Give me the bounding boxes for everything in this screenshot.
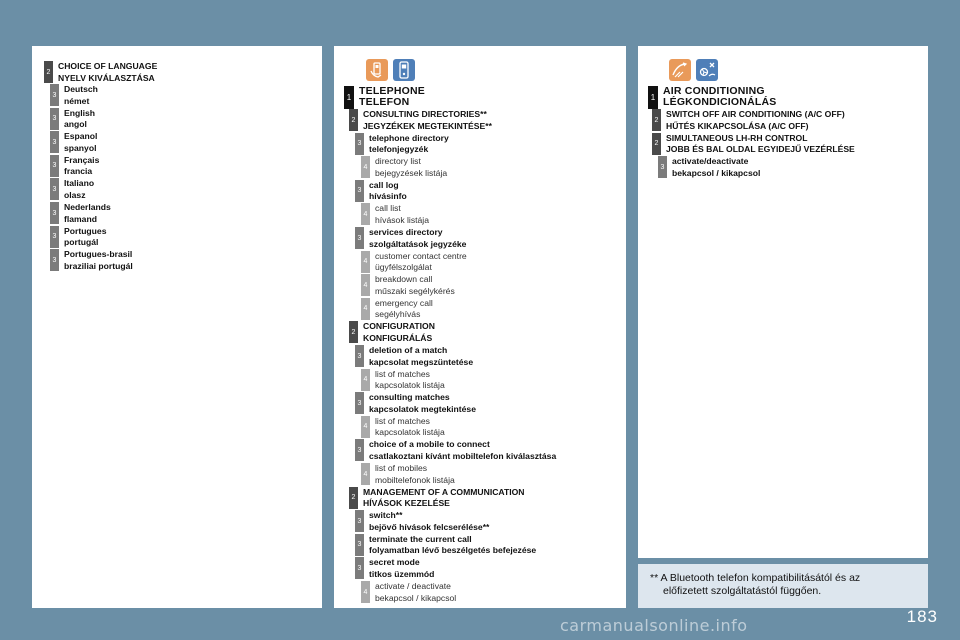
list-item <box>50 202 111 225</box>
level-badge: 3 <box>355 510 364 532</box>
item-label-en: list of matches <box>375 415 430 426</box>
item-label-en: call list <box>375 203 401 214</box>
item-label-en: English <box>64 107 96 118</box>
item-label-hu: portugál <box>64 237 99 248</box>
item-label-en: MANAGEMENT OF A COMMUNICATION <box>363 486 525 497</box>
list-item <box>361 416 445 439</box>
item-label-hu: műszaki segélykérés <box>375 285 455 296</box>
item-label-hu: francia <box>64 166 93 177</box>
item-label-en: Portugues <box>64 225 107 236</box>
list-item <box>50 131 97 154</box>
language-header-en: CHOICE OF LANGUAGE <box>58 61 158 71</box>
item-label-hu: kapcsolatok listája <box>375 427 445 438</box>
item-label-en: choice of a mobile to connect <box>369 439 490 450</box>
item-label-en: activate/deactivate <box>672 156 749 167</box>
item-label-en: Français <box>64 154 100 165</box>
level-badge: 2 <box>349 487 358 509</box>
level-badge: 3 <box>50 155 59 177</box>
item-label-hu: német <box>64 95 90 106</box>
level-badge: 3 <box>50 226 59 248</box>
list-item <box>50 226 107 249</box>
list-item <box>349 321 435 344</box>
level-badge: 2 <box>349 321 358 343</box>
level-badge: 3 <box>355 227 364 249</box>
item-label-en: SIMULTANEOUS LH-RH CONTROL <box>666 132 808 143</box>
watermark-text: carmanualsonline.info <box>560 616 748 635</box>
item-label-hu: bejövő hívások felcserélése** <box>369 521 490 532</box>
level-badge: 4 <box>361 581 370 603</box>
item-label-en: telephone directory <box>369 132 449 143</box>
mobile-phone-icon <box>393 59 415 81</box>
list-item <box>361 274 455 297</box>
phone-hand-icon <box>366 59 388 81</box>
list-item <box>355 345 473 368</box>
level-badge: 3 <box>355 439 364 461</box>
list-item <box>349 487 525 510</box>
item-label-en: breakdown call <box>375 274 433 285</box>
item-label-hu: segélyhívás <box>375 309 421 320</box>
footnote-line1: A Bluetooth telefon kompatibilitásától és az <box>660 572 861 584</box>
list-item <box>50 249 133 272</box>
item-label-en: list of mobiles <box>375 463 428 473</box>
level-badge: 2 <box>652 109 661 131</box>
language-header-hu: NYELV KIVÁLASZTÁSA <box>58 72 155 83</box>
list-item <box>355 510 489 533</box>
aircon-title <box>648 86 776 109</box>
item-label-en: services directory <box>369 227 443 237</box>
item-label-en: switch** <box>369 510 403 521</box>
item-label-hu: folyamatban lévő beszélgetés befejezése <box>369 545 537 556</box>
list-item <box>361 581 456 604</box>
list-item <box>355 392 476 415</box>
item-label-en: Deutsch <box>64 84 98 94</box>
item-label-en: activate / deactivate <box>375 581 451 591</box>
level-badge: 3 <box>355 133 364 155</box>
item-label-hu: bekapcsol / kikapcsol <box>672 167 761 178</box>
telephone-title <box>344 86 425 109</box>
item-label-hu: telefonjegyzék <box>369 144 429 155</box>
level-badge: 4 <box>361 416 370 438</box>
list-item <box>361 251 467 274</box>
level-badge: 4 <box>361 203 370 225</box>
item-label-en: Espanol <box>64 131 98 142</box>
list-item <box>355 557 434 580</box>
level-badge: 3 <box>355 534 364 556</box>
item-label-hu: spanyol <box>64 142 97 153</box>
level-badge: 3 <box>355 345 364 367</box>
level-badge: 3 <box>50 108 59 130</box>
item-label-hu: kapcsolat megszüntetése <box>369 356 474 367</box>
list-item <box>361 369 445 392</box>
page-number: 183 <box>906 607 938 626</box>
level-badge: 4 <box>361 274 370 296</box>
item-label-en: deletion of a match <box>369 345 448 355</box>
item-label-hu: hívások listája <box>375 214 429 225</box>
list-item <box>50 84 98 107</box>
item-label-en: directory list <box>375 156 421 167</box>
item-label-hu: braziliai portugál <box>64 260 133 271</box>
list-item <box>349 109 492 132</box>
list-item <box>652 109 845 132</box>
item-label-en: customer contact centre <box>375 250 467 261</box>
level-badge: 3 <box>50 249 59 271</box>
item-label-hu: hívásinfo <box>369 191 407 202</box>
list-item <box>361 203 429 226</box>
level-badge: 4 <box>361 251 370 273</box>
level-badge: 4 <box>361 298 370 320</box>
item-label-hu: bekapcsol / kikapcsol <box>375 592 457 603</box>
item-label-hu: kapcsolatok listája <box>375 380 445 391</box>
air-flow-icon <box>669 59 691 81</box>
aircon-title-en: AIR CONDITIONING <box>663 85 765 97</box>
item-label-hu: JEGYZÉKEK MEGTEKINTÉSE** <box>363 120 492 131</box>
item-label-en: CONFIGURATION <box>363 321 435 332</box>
list-item <box>658 156 760 179</box>
list-item <box>355 227 466 250</box>
item-label-en: emergency call <box>375 297 433 308</box>
item-label-hu: ügyfélszolgálat <box>375 262 432 273</box>
level-badge: 2 <box>652 133 661 155</box>
item-label-hu: HÍVÁSOK KEZELÉSE <box>363 498 450 509</box>
item-label-hu: KONFIGURÁLÁS <box>363 332 433 343</box>
telephone-title-hu: TELEFON <box>359 96 410 108</box>
item-label-hu: kapcsolatok megtekintése <box>369 403 476 414</box>
list-item <box>50 178 94 201</box>
item-label-en: CONSULTING DIRECTORIES** <box>363 109 487 119</box>
item-label-hu: titkos üzemmód <box>369 568 435 579</box>
level-badge: 3 <box>50 84 59 106</box>
list-item <box>355 180 407 203</box>
level-badge: 3 <box>355 180 364 202</box>
item-label-hu: flamand <box>64 213 97 224</box>
level-badge: 3 <box>355 557 364 579</box>
aircon-title-hu: LÉGKONDICIONÁLÁS <box>663 96 777 108</box>
item-label-en: terminate the current call <box>369 533 472 544</box>
item-label-en: Italiano <box>64 178 95 189</box>
list-item <box>355 534 536 557</box>
level-badge: 3 <box>50 202 59 224</box>
level-badge: 4 <box>361 463 370 485</box>
level-badge: 4 <box>361 156 370 178</box>
footnote-marker: ** <box>650 572 659 584</box>
item-label-en: Nederlands <box>64 202 111 212</box>
item-label-hu: olasz <box>64 189 86 200</box>
list-item <box>361 463 455 486</box>
item-label-en: SWITCH OFF AIR CONDITIONING (A/C OFF) <box>666 109 845 119</box>
level-badge: 1 <box>648 86 658 109</box>
list-item <box>361 298 433 321</box>
level-badge: 1 <box>344 86 354 109</box>
language-header <box>44 61 157 84</box>
level-badge: 2 <box>44 61 53 83</box>
level-badge: 3 <box>658 156 667 178</box>
level-badge: 2 <box>349 109 358 131</box>
list-item <box>50 155 99 178</box>
list-item <box>652 133 855 156</box>
item-label-hu: csatlakoztani kívánt mobiltelefon kiválasztása <box>369 450 557 461</box>
level-badge: 3 <box>355 392 364 414</box>
item-label-en: secret mode <box>369 557 420 568</box>
list-item <box>50 108 95 131</box>
footnote-line2: előfizetett szolgáltatástól függően. <box>663 585 822 597</box>
item-label-hu: JOBB ÉS BAL OLDAL EGYIDEJŰ VEZÉRLÉSE <box>666 144 855 155</box>
list-item <box>355 133 449 156</box>
item-label-en: consulting matches <box>369 392 450 403</box>
level-badge: 4 <box>361 369 370 391</box>
item-label-hu: mobiltelefonok listája <box>375 474 455 485</box>
level-badge: 3 <box>50 178 59 200</box>
item-label-en: list of matches <box>375 368 430 379</box>
footnote <box>650 572 920 598</box>
item-label-hu: bejegyzések listája <box>375 167 448 178</box>
item-label-hu: szolgáltatások jegyzéke <box>369 238 467 249</box>
item-label-en: Portugues-brasil <box>64 249 133 260</box>
item-label-hu: angol <box>64 119 87 130</box>
item-label-hu: HŰTÉS KIKAPCSOLÁSA (A/C OFF) <box>666 120 809 131</box>
list-item <box>355 439 556 462</box>
item-label-en: call log <box>369 179 399 190</box>
fan-temperature-icon <box>696 59 718 81</box>
list-item <box>361 156 447 179</box>
level-badge: 3 <box>50 131 59 153</box>
telephone-title-en: TELEPHONE <box>359 85 425 97</box>
